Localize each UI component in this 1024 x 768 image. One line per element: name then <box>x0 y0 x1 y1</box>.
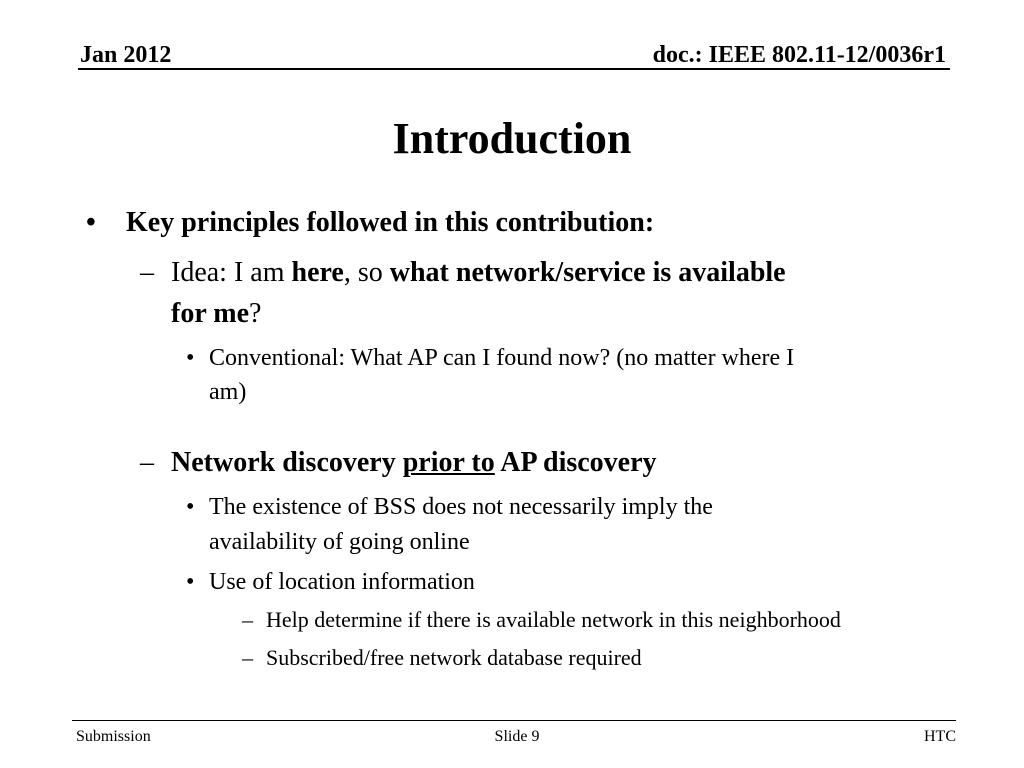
bullet-dot-icon: • <box>186 494 195 520</box>
footer-submission: Submission <box>76 728 151 745</box>
bullet-dot-icon: • <box>86 207 96 238</box>
bullet-network-discovery: Network discovery prior to AP discovery <box>171 447 657 478</box>
bullet-dash-icon: – <box>140 257 154 288</box>
header-rule <box>78 68 950 70</box>
slide-title: Introduction <box>392 114 632 163</box>
bullet-conventional-cont: am) <box>209 379 247 405</box>
bullet-location: Use of location information <box>209 569 475 595</box>
bullet-dash-icon: – <box>140 447 154 478</box>
footer-company: HTC <box>924 728 956 745</box>
header-doc-id: doc.: IEEE 802.11-12/0036r1 <box>652 42 946 68</box>
bullet-bss-cont: availability of going online <box>209 529 470 555</box>
bullet-idea: Idea: I am here, so what network/service is available <box>171 257 786 288</box>
header-date: Jan 2012 <box>80 42 172 68</box>
footer-rule <box>72 720 956 721</box>
footer-slide-number: Slide 9 <box>494 728 540 745</box>
bullet-idea-cont: for me? <box>171 298 262 329</box>
bullet-help: Help determine if there is available network in this neighborhood <box>266 607 841 632</box>
bullet-conventional: Conventional: What AP can I found now? (no matter where I <box>209 345 795 371</box>
bullet-subscribed: Subscribed/free network database required <box>266 645 642 670</box>
bullet-dot-icon: • <box>186 569 195 595</box>
bullet-bss: The existence of BSS does not necessarily imply the <box>209 494 713 520</box>
bullet-dash-icon: – <box>242 645 253 670</box>
bullet-principles: Key principles followed in this contribution: <box>126 207 655 238</box>
bullet-dash-icon: – <box>242 607 253 632</box>
bullet-dot-icon: • <box>186 345 195 371</box>
